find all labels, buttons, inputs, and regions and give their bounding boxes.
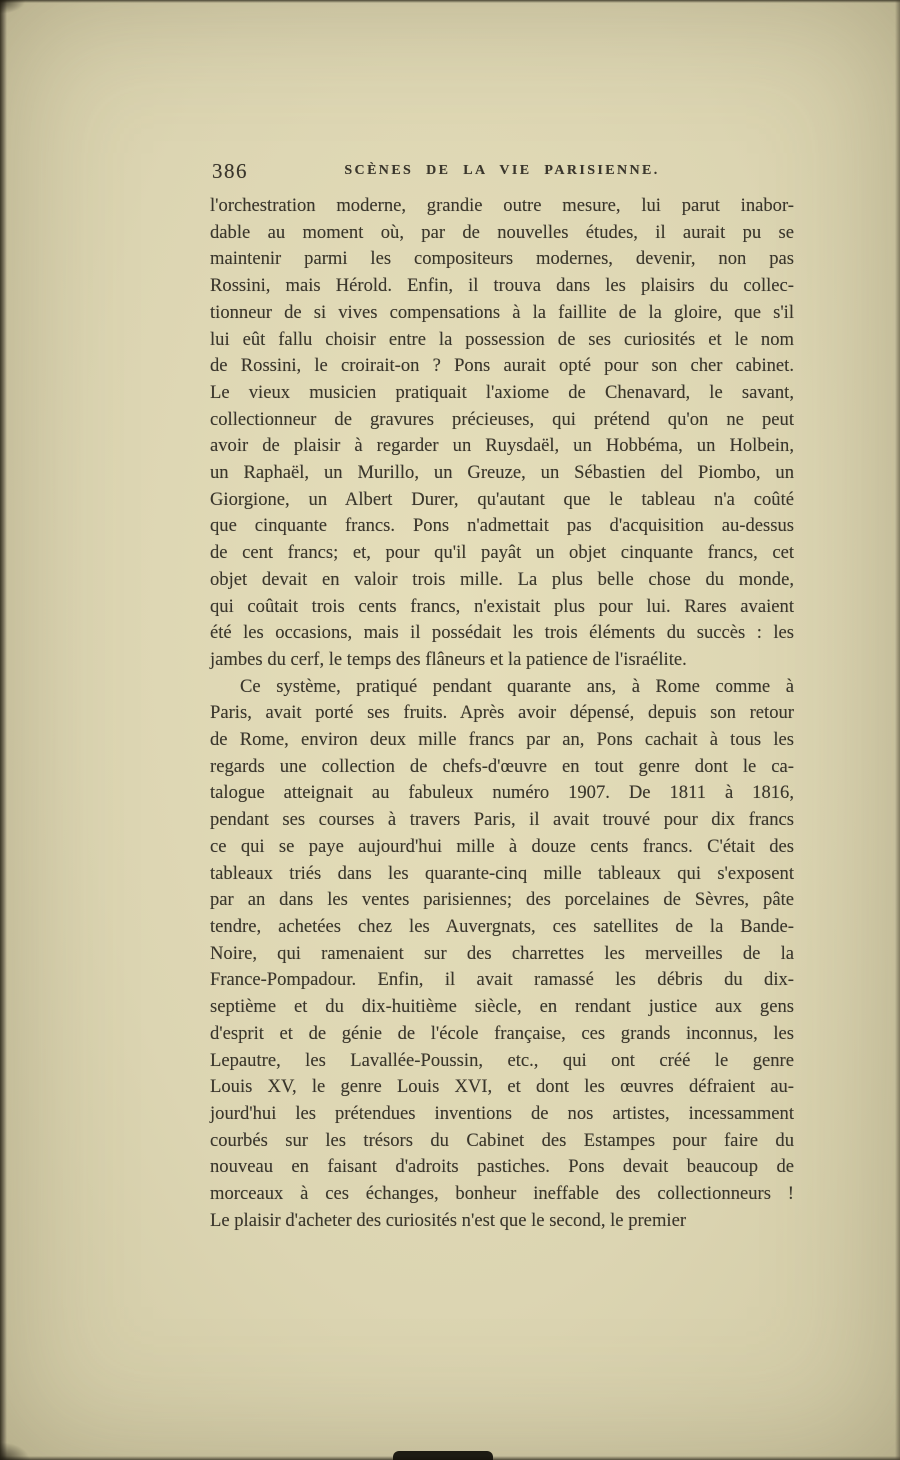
paragraph xyxy=(210,193,794,674)
text-line: avoir de plaisir à regarder un Ruysdaël, un Hobbéma, un Holbein, xyxy=(210,435,794,457)
text-line: regards une collection de chefs-d'œuvre en tout genre dont le ca- xyxy=(210,755,794,777)
text-line: de Rossini, le croirait-on ? Pons aurait opté pour son cher cabinet. xyxy=(210,355,794,377)
scan-artifact-bottom xyxy=(393,1451,493,1460)
text-line: nouveau en faisant d'adroits pastiches. Pons devait beaucoup de xyxy=(210,1156,794,1178)
text-line: ce qui se paye aujourd'hui mille à douze cents francs. C'était des xyxy=(210,835,794,857)
text-line: tionneur de si vives compensations à la faillite de la gloire, que s'il xyxy=(210,301,794,323)
text-line: talogue atteignait au fabuleux numéro 1907. De 1811 à 1816, xyxy=(210,782,794,804)
text-line: pendant ses courses à travers Paris, il avait trouvé pour dix francs xyxy=(210,809,794,831)
text-line: tendre, achetées chez les Auvergnats, ces satellites de la Bande- xyxy=(210,915,794,937)
text-line: dable au moment où, par de nouvelles études, il aurait pu se xyxy=(210,221,794,243)
scan-corner-bottom-left xyxy=(0,1442,30,1460)
text-line: Le vieux musicien pratiquait l'axiome de Chenavard, le savant, xyxy=(210,381,794,403)
text-line: Paris, avait porté ses fruits. Après avoir dépensé, depuis son retour xyxy=(210,702,794,724)
text-line: courbés sur les trésors du Cabinet des Estampes pour faire du xyxy=(210,1129,794,1151)
text-line: Louis XV, le genre Louis XVI, et dont les œuvres défraient au- xyxy=(210,1076,794,1098)
text-line: été les occasions, mais il possédait les trois éléments du succès : les xyxy=(210,622,794,644)
text-line: Rossini, mais Hérold. Enfin, il trouva dans les plaisirs du collec- xyxy=(210,275,794,297)
text-line: Le plaisir d'acheter des curiosités n'est que le second, le premier xyxy=(210,1209,687,1231)
text-line: Ce système, pratiqué pendant quarante ans, à Rome comme à xyxy=(240,675,794,697)
text-line: par an dans les ventes parisiennes; des porcelaines de Sèvres, pâte xyxy=(210,889,794,911)
running-title: SCÈNES DE LA VIE PARISIENNE. xyxy=(344,163,660,178)
text-line: objet devait en valoir trois mille. La plus belle chose du monde, xyxy=(210,568,794,590)
text-line: France-Pompadour. Enfin, il avait ramassé les débris du dix- xyxy=(210,969,794,991)
paragraph xyxy=(210,674,794,1235)
text-line: jambes du cerf, le temps des flâneurs et la patience de l'israélite. xyxy=(210,648,687,670)
text-line: de Rome, environ deux mille francs par an, Pons cachait à tous les xyxy=(210,729,794,751)
text-line: un Raphaël, un Murillo, un Greuze, un Sébastien del Piombo, un xyxy=(210,462,794,484)
text-line: septième et du dix-huitième siècle, en rendant justice aux gens xyxy=(210,996,794,1018)
text-line: collectionneur de gravures précieuses, qui prétend qu'on ne peut xyxy=(210,408,794,430)
text-line: Lepautre, les Lavallée-Poussin, etc., qui ont créé le genre xyxy=(210,1049,794,1071)
text-line: que cinquante francs. Pons n'admettait pas d'acquisition au-dessus xyxy=(210,515,794,537)
text-line: maintenir parmi les compositeurs modernes, devenir, non pas xyxy=(210,248,794,270)
text-line: Noire, qui ramenaient sur des charrettes les merveilles de la xyxy=(210,942,794,964)
text-line: Giorgione, un Albert Durer, qu'autant que le tableau n'a coûté xyxy=(210,488,794,510)
text-line: tableaux triés dans les quarante-cinq mille tableaux qui s'exposent xyxy=(210,862,794,884)
text-line: lui eût fallu choisir entre la possession de ses curiosités et le nom xyxy=(210,328,794,350)
text-line: de cent francs; et, pour qu'il payât un objet cinquante francs, cet xyxy=(210,542,794,564)
scan-edge-right xyxy=(895,0,900,1460)
text-line: l'orchestration moderne, grandie outre mesure, lui parut inabor- xyxy=(210,195,794,216)
body-text xyxy=(210,193,794,1234)
page-header xyxy=(210,160,794,186)
text-line: morceaux à ces échanges, bonheur ineffable des collectionneurs ! xyxy=(210,1183,794,1205)
text-line: qui coûtait trois cents francs, n'existait plus pour lui. Rares avaient xyxy=(210,595,794,617)
text-line: jourd'hui les prétendues inventions de nos artistes, incessamment xyxy=(210,1102,794,1124)
scan-edge-top xyxy=(0,0,900,3)
page-number: 386 xyxy=(212,159,248,183)
text-line: d'esprit et de génie de l'école française, ces grands inconnus, les xyxy=(210,1022,794,1044)
scan-edge-left xyxy=(0,0,7,1460)
scan-corner-top-left xyxy=(0,0,26,14)
